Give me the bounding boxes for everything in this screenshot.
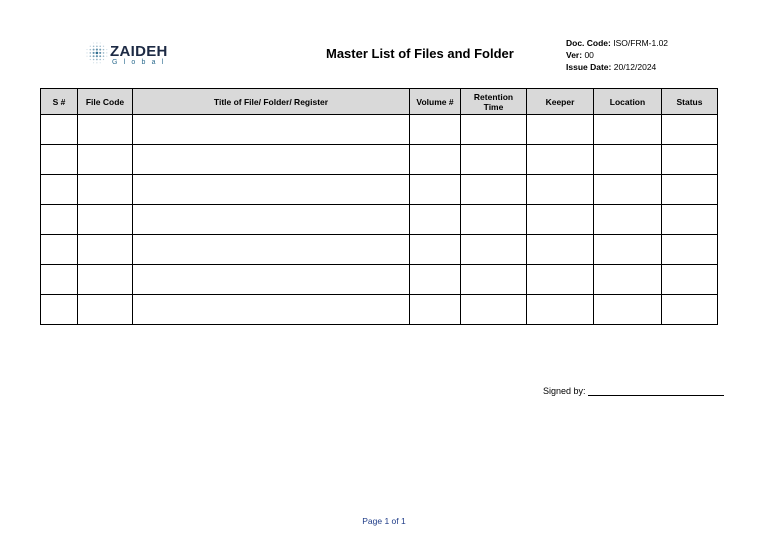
table-cell[interactable] <box>461 235 527 265</box>
table-cell[interactable] <box>662 235 718 265</box>
table-cell[interactable] <box>41 145 78 175</box>
table-row <box>41 175 718 205</box>
table-row <box>41 115 718 145</box>
table-cell[interactable] <box>410 205 461 235</box>
page-number: Page 1 of 1 <box>362 516 406 526</box>
table-cell[interactable] <box>410 145 461 175</box>
table-cell[interactable] <box>78 175 133 205</box>
globe-dots-icon <box>84 40 110 66</box>
table-cell[interactable] <box>410 115 461 145</box>
column-header-title: Title of File/ Folder/ Register <box>133 89 410 115</box>
table-cell[interactable] <box>133 115 410 145</box>
version-value: 00 <box>584 50 594 60</box>
version-row <box>566 49 668 61</box>
table-cell[interactable] <box>133 205 410 235</box>
table-row <box>41 145 718 175</box>
table-cell[interactable] <box>527 295 594 325</box>
issue-date-label: Issue Date: <box>566 62 612 72</box>
table-cell[interactable] <box>662 295 718 325</box>
table-cell[interactable] <box>594 295 662 325</box>
table-cell[interactable] <box>133 145 410 175</box>
doc-code-value: ISO/FRM-1.02 <box>613 38 669 48</box>
table-cell[interactable] <box>133 265 410 295</box>
column-header-keeper: Keeper <box>527 89 594 115</box>
table-cell[interactable] <box>133 235 410 265</box>
table-cell[interactable] <box>41 205 78 235</box>
column-header-retention-time: Retention Time <box>461 89 527 115</box>
table-cell[interactable] <box>594 205 662 235</box>
table-row <box>41 265 718 295</box>
table-cell[interactable] <box>594 145 662 175</box>
table-cell[interactable] <box>662 205 718 235</box>
issue-date-row <box>566 61 668 73</box>
table-row <box>41 205 718 235</box>
table-cell[interactable] <box>410 235 461 265</box>
document-meta <box>566 37 668 73</box>
table-cell[interactable] <box>78 205 133 235</box>
table-row <box>41 295 718 325</box>
table-cell[interactable] <box>594 175 662 205</box>
logo-subtitle: Global <box>112 59 170 66</box>
column-header-volume: Volume # <box>410 89 461 115</box>
master-list-table <box>40 88 718 325</box>
signed-by-label: Signed by: <box>543 386 586 396</box>
logo-name: ZAIDEH <box>110 43 168 60</box>
table-cell[interactable] <box>78 145 133 175</box>
table-cell[interactable] <box>527 205 594 235</box>
table-cell[interactable] <box>662 145 718 175</box>
table-cell[interactable] <box>461 295 527 325</box>
table-cell[interactable] <box>78 295 133 325</box>
table-cell[interactable] <box>410 265 461 295</box>
table-cell[interactable] <box>527 175 594 205</box>
table-cell[interactable] <box>461 265 527 295</box>
table-cell[interactable] <box>662 175 718 205</box>
table-cell[interactable] <box>41 265 78 295</box>
table-cell[interactable] <box>133 295 410 325</box>
table-cell[interactable] <box>78 235 133 265</box>
table-cell[interactable] <box>41 235 78 265</box>
table-cell[interactable] <box>78 265 133 295</box>
table-cell[interactable] <box>527 265 594 295</box>
column-header-serial: S # <box>41 89 78 115</box>
table-cell[interactable] <box>662 115 718 145</box>
table-cell[interactable] <box>41 295 78 325</box>
table-cell[interactable] <box>41 175 78 205</box>
document-title: Master List of Files and Folder <box>326 46 514 61</box>
table-cell[interactable] <box>594 235 662 265</box>
table-cell[interactable] <box>461 205 527 235</box>
table-cell[interactable] <box>527 145 594 175</box>
issue-date-value: 20/12/2024 <box>613 62 657 72</box>
table-cell[interactable] <box>527 115 594 145</box>
table-cell[interactable] <box>527 235 594 265</box>
table-cell[interactable] <box>410 295 461 325</box>
company-logo <box>84 40 184 70</box>
table-body <box>41 115 718 325</box>
version-label: Ver: <box>566 50 583 60</box>
table-cell[interactable] <box>461 175 527 205</box>
table-cell[interactable] <box>410 175 461 205</box>
table-cell[interactable] <box>461 145 527 175</box>
signature-area <box>543 386 724 396</box>
signature-line[interactable] <box>588 386 724 396</box>
table-cell[interactable] <box>662 265 718 295</box>
table-cell[interactable] <box>594 115 662 145</box>
table-row <box>41 235 718 265</box>
doc-code-label: Doc. Code: <box>566 38 611 48</box>
table-header-row <box>41 89 718 115</box>
table-cell[interactable] <box>594 265 662 295</box>
doc-code-row <box>566 37 668 49</box>
column-header-location: Location <box>594 89 662 115</box>
table-cell[interactable] <box>41 115 78 145</box>
column-header-status: Status <box>662 89 718 115</box>
table-cell[interactable] <box>78 115 133 145</box>
table-cell[interactable] <box>133 175 410 205</box>
column-header-file-code: File Code <box>78 89 133 115</box>
table-cell[interactable] <box>461 115 527 145</box>
